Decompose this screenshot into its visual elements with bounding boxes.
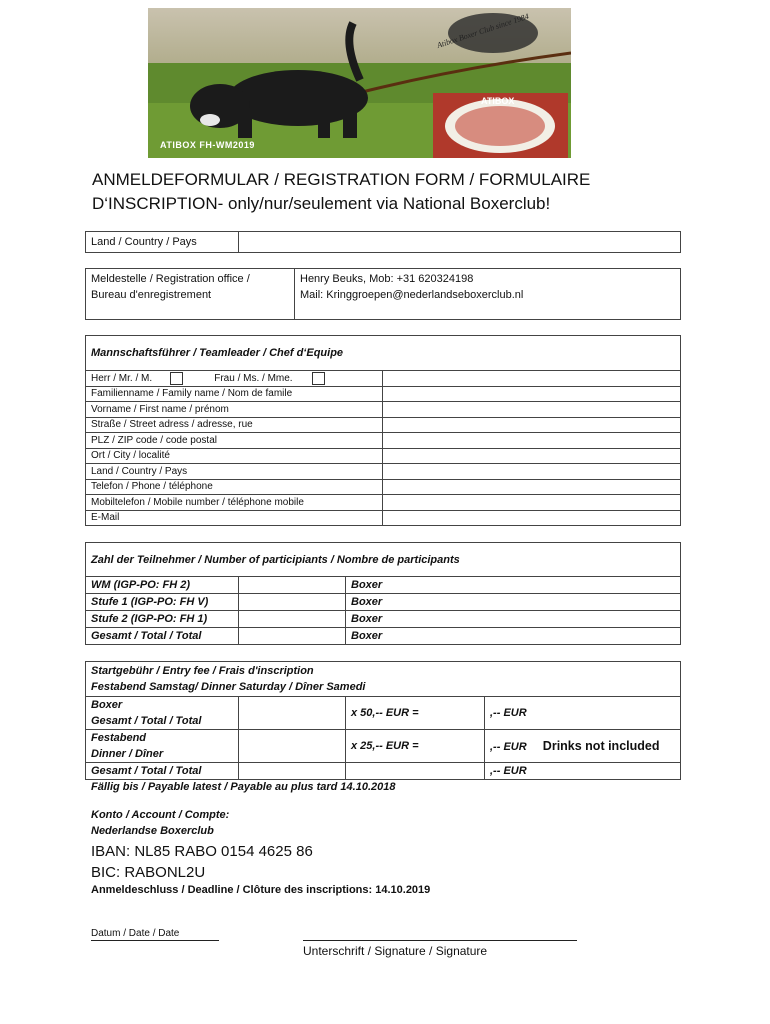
form-title xyxy=(92,168,712,216)
fees-total-label: Gesamt / Total / Total xyxy=(86,763,239,780)
fees-boxer-label1: Boxer xyxy=(91,699,123,711)
signature-label: Unterschrift / Signature / Signature xyxy=(303,944,488,958)
field-input-city[interactable] xyxy=(383,448,681,464)
salutation-input[interactable] xyxy=(383,371,681,387)
office-label-line1: Meldestelle / Registration office / xyxy=(91,273,250,285)
participants-count-stufe1[interactable] xyxy=(239,594,346,611)
participants-count-total[interactable] xyxy=(239,628,346,645)
field-input-country[interactable] xyxy=(383,464,681,480)
participants-count-wm[interactable] xyxy=(239,577,346,594)
field-input-mobile[interactable] xyxy=(383,495,681,511)
fees-dinner-result: ,-- EUR xyxy=(490,740,527,753)
field-input-email[interactable] xyxy=(383,510,681,526)
participants-breed-stufe2: Boxer xyxy=(346,611,681,628)
fees-dinner-result-cell xyxy=(485,730,681,763)
field-label-phone: Telefon / Phone / téléphone xyxy=(86,479,383,495)
fees-total-result: ,-- EUR xyxy=(485,763,681,780)
fees-heading-entry: Startgebühr / Entry fee / Frais d'inscription xyxy=(91,665,314,677)
form-title-line2: D‘INSCRIPTION- only/nur/seulement via National Boxerclub! xyxy=(92,194,551,213)
banner-caption: ATIBOX FH-WM2019 xyxy=(160,140,255,150)
participants-label-wm: WM (IGP-PO: FH 2) xyxy=(86,577,239,594)
field-label-country: Land / Country / Pays xyxy=(86,464,383,480)
country-input[interactable] xyxy=(239,232,681,253)
fees-dinner-label1: Festabend xyxy=(91,732,147,744)
participants-count-stufe2[interactable] xyxy=(239,611,346,628)
fees-boxer-count[interactable] xyxy=(239,697,346,730)
logo-text: ATIBOX xyxy=(481,96,515,106)
drinks-note: Drinks not included xyxy=(542,738,660,753)
office-contact-email: Mail: Kringgroepen@nederlandseboxerclub.nl xyxy=(300,289,524,301)
participants-label-total: Gesamt / Total / Total xyxy=(86,628,239,645)
field-input-phone[interactable] xyxy=(383,479,681,495)
participants-heading: Zahl der Teilnehmer / Number of participiants / Nombre de participants xyxy=(86,543,681,577)
fees-dinner-count[interactable] xyxy=(239,730,346,763)
signature-line[interactable] xyxy=(303,940,577,941)
country-label: Land / Country / Pays xyxy=(86,232,239,253)
fees-boxer-result: ,-- EUR xyxy=(485,697,681,730)
logo-arc-text: Atibox Boxer Club since 1984 xyxy=(435,11,530,50)
team-leader-table xyxy=(85,335,681,526)
field-input-family-name[interactable] xyxy=(383,386,681,402)
field-input-street[interactable] xyxy=(383,417,681,433)
participants-breed-wm: Boxer xyxy=(346,577,681,594)
field-label-first-name: Vorname / First name / prénom xyxy=(86,402,383,418)
office-contact-phone: Henry Beuks, Mob: +31 620324198 xyxy=(300,273,474,285)
account-bic: BIC: RABONL2U xyxy=(91,864,206,881)
fees-boxer-price: x 50,-- EUR = xyxy=(346,697,485,730)
payable-date: Fällig bis / Payable latest / Payable au plus tard 14.10.2018 xyxy=(91,781,396,793)
fees-dinner-label xyxy=(86,730,239,763)
field-label-family-name: Familienname / Family name / Nom de famile xyxy=(86,386,383,402)
fees-boxer-label2: Gesamt / Total / Total xyxy=(91,715,202,727)
field-input-first-name[interactable] xyxy=(383,402,681,418)
office-label-line2: Bureau d'enregistrement xyxy=(91,289,212,301)
salutation-mrs-label: Frau / Ms. / Mme. xyxy=(214,372,293,384)
registration-office-contact xyxy=(295,269,681,320)
salutation-mr-label: Herr / Mr. / M. xyxy=(91,372,153,384)
deadline: Anmeldeschluss / Deadline / Clôture des inscriptions: 14.10.2019 xyxy=(91,884,431,896)
registration-office-table xyxy=(85,268,681,320)
form-title-line1: ANMELDEFORMULAR / REGISTRATION FORM / FORMULAIRE xyxy=(92,170,591,189)
date-field[interactable] xyxy=(91,928,219,941)
fees-total-price xyxy=(346,763,485,780)
field-label-mobile: Mobiltelefon / Mobile number / téléphone mobile xyxy=(86,495,383,511)
fees-heading-dinner: Festabend Samstag/ Dinner Saturday / Dîner Samedi xyxy=(91,681,366,693)
fees-boxer-label xyxy=(86,697,239,730)
participants-table xyxy=(85,542,681,645)
account-iban: IBAN: NL85 RABO 0154 4625 86 xyxy=(91,843,313,860)
fees-total-count[interactable] xyxy=(239,763,346,780)
field-label-street: Straße / Street adress / adresse, rue xyxy=(86,417,383,433)
header-banner-image xyxy=(148,8,571,158)
fees-table xyxy=(85,661,681,780)
salutation-row xyxy=(86,371,383,387)
account-club: Nederlandse Boxerclub xyxy=(91,825,214,837)
team-leader-heading: Mannschaftsführer / Teamleader / Chef d‘Equipe xyxy=(86,336,681,371)
fees-heading xyxy=(86,662,681,697)
country-table xyxy=(85,231,681,253)
account-label: Konto / Account / Compte: xyxy=(91,809,230,821)
salutation-mr-checkbox[interactable] xyxy=(170,372,183,385)
field-label-zip: PLZ / ZIP code / code postal xyxy=(86,433,383,449)
participants-breed-stufe1: Boxer xyxy=(346,594,681,611)
participants-label-stufe1: Stufe 1 (IGP-PO: FH V) xyxy=(86,594,239,611)
field-input-zip[interactable] xyxy=(383,433,681,449)
participants-label-stufe2: Stufe 2 (IGP-PO: FH 1) xyxy=(86,611,239,628)
dog-photo-illustration xyxy=(148,8,571,158)
participants-breed-total: Boxer xyxy=(346,628,681,645)
registration-office-label xyxy=(86,269,295,320)
field-label-city: Ort / City / localité xyxy=(86,448,383,464)
fees-dinner-price: x 25,-- EUR = xyxy=(346,730,485,763)
fees-dinner-label2: Dinner / Dîner xyxy=(91,748,164,760)
date-label: Datum / Date / Date xyxy=(91,928,180,939)
salutation-mrs-checkbox[interactable] xyxy=(312,372,325,385)
field-label-email: E-Mail xyxy=(86,510,383,526)
